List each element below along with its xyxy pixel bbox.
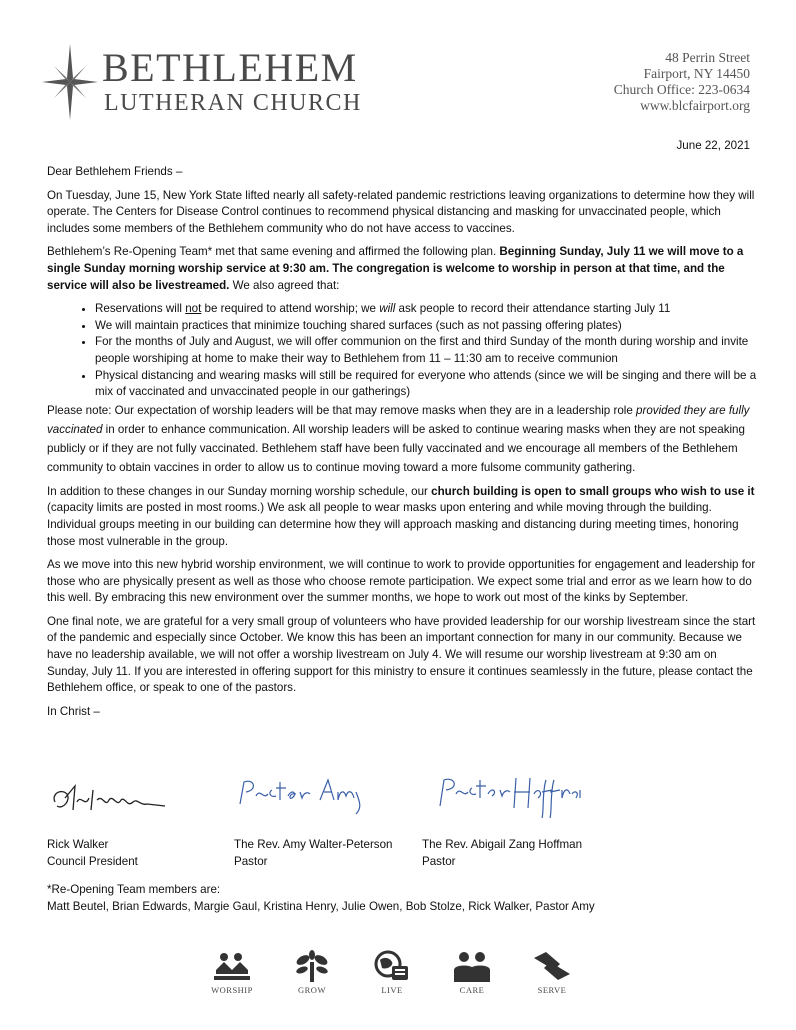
list-item: • Physical distancing and wearing masks will still be required for everyone who attends (since we will be singing and there will be a mix of vaccinated and unvaccinated people in our gatherings) [95, 368, 759, 401]
address-street: 48 Perrin Street [665, 50, 750, 65]
care-icon [452, 950, 492, 982]
footer-serve [522, 950, 582, 995]
signer-2 [234, 836, 393, 870]
signer-name: The Rev. Abigail Zang Hoffman [422, 838, 583, 851]
church-subname: LUTHERAN CHURCH [104, 90, 362, 116]
signer-3 [422, 836, 582, 870]
signer-name: The Rev. Amy Walter-Peterson [234, 838, 393, 851]
church-logo [42, 44, 372, 120]
footer-label: LIVE [381, 985, 403, 995]
signature-pastor-amy [234, 774, 374, 818]
footer-label: WORSHIP [211, 985, 253, 995]
church-address [614, 50, 750, 114]
footer-label: GROW [298, 985, 326, 995]
paragraph-hybrid: As we move into this new hybrid worship environment, we will continue to work to provide opportunities for engagement and leadership for those who are physically present as well as those who choose remote participation. We expect some trial and error as we learn how to do this well. By embracing this new environment over the summer months, we hope to work out most of the kinks by September. [47, 558, 756, 605]
mask-note: Please note: Our expectation of worship leaders will be that may remove masks when they are in a leadership role provided they are fully vaccinated in order to enhance communication. All worship leaders will be asked to continue wearing masks when they are not speaking publicly or if they are not fully vaccinated. Bethlehem staff have been fully vaccinated and we encourage all members of the Bethlehem community to obtain vaccines in order to allow us to continue moving toward a more fulsome community gathering. [47, 403, 750, 474]
footer-worship [202, 950, 262, 995]
address-city: Fairport, NY 14450 [643, 66, 750, 81]
signature-pastor-hoffman [434, 772, 584, 820]
serve-icon [532, 950, 572, 982]
letter-body [47, 164, 759, 727]
star-icon [42, 44, 98, 120]
paragraph-building: In addition to these changes in our Sunday morning worship schedule, our church building is open to small groups who wish to use it (capacity limits are posted in most rooms.) We ask all people to wear masks upon entering and while moving through the building. Individual groups meeting in our building can determine how they will approach masking and distancing during meeting times, honoring those most vulnerable in the group. [47, 484, 755, 548]
team-members [47, 881, 595, 915]
signer-title: Pastor [422, 855, 456, 868]
salutation: Dear Bethlehem Friends – [47, 165, 183, 178]
building-highlight: church building is open to small groups who wish to use it [431, 484, 755, 498]
team-heading: *Re-Opening Team members are: [47, 883, 221, 896]
plan-highlight: Beginning Sunday, July 11 we will move to a single Sunday morning worship service at 9:30 am. The congregation is welcome to worship in person at that time, and the service will also be livestreamed. [47, 245, 744, 292]
signer-1 [47, 836, 138, 870]
signer-title: Council President [47, 855, 138, 868]
footer-care [442, 950, 502, 995]
letter-date: June 22, 2021 [676, 139, 750, 152]
address-website[interactable]: www.blcfairport.org [640, 98, 750, 113]
list-item: • Reservations will not be required to attend worship; we will ask people to record their attendance starting July 11 [95, 301, 759, 318]
worship-icon [212, 950, 252, 982]
plan-outro: We also agreed that: [229, 278, 340, 292]
signer-title: Pastor [234, 855, 268, 868]
paragraph-restrictions: On Tuesday, June 15, New York State lifted nearly all safety-related pandemic restrictions leaving organizations to determine how they will operate. The Centers for Disease Control continues to recommend physical distancing and masking for unvaccinated people, which includes some members of the Bethlehem community who do not have access to vaccines. [47, 188, 755, 235]
grow-icon [292, 950, 332, 982]
footer-grow [282, 950, 342, 995]
closing: In Christ – [47, 704, 100, 718]
signer-name: Rick Walker [47, 838, 109, 851]
church-name: BETHLEHEM [102, 45, 358, 90]
address-phone: Church Office: 223-0634 [613, 82, 750, 97]
list-item: • For the months of July and August, we will offer communion on the first and third Sunday of the month during worship and invite people worshiping at home to make their way to Bethlehem from 11 – 11:30 am to receive communion [95, 334, 759, 367]
live-icon [372, 950, 412, 982]
footer-label: CARE [459, 985, 485, 995]
team-list: Matt Beutel, Brian Edwards, Margie Gaul, Kristina Henry, Julie Owen, Bob Stolze, Rick Walker, Pastor Amy [47, 900, 595, 913]
signatures [47, 780, 759, 830]
footer-live [362, 950, 422, 995]
footer-label: SERVE [537, 985, 567, 995]
plan-list [47, 301, 759, 401]
paragraph-plan [47, 244, 759, 294]
list-item: • We will maintain practices that minimize touching shared surfaces (such as not passing offering plates) [95, 318, 759, 335]
footer-icons [200, 950, 590, 1000]
plan-intro: Bethlehem’s Re-Opening Team* met that same evening and affirmed the following plan. [47, 245, 500, 259]
signature-rick-walker [47, 780, 177, 820]
paragraph-livestream: One final note, we are grateful for a very small group of volunteers who have provided leadership for our worship livestream since the start of the pandemic and especially since October. We know this has been an important connection for many in our community. Because we have no leadership available, we will not offer a worship livestream on July 4. We will resume our worship livestream at 9:30 am on Sunday, July 11. If you are interested in offering support for this ministry to ensure it continues seamlessly in the future, please contact the Bethlehem office, or speak to one of the pastors. [47, 614, 756, 695]
